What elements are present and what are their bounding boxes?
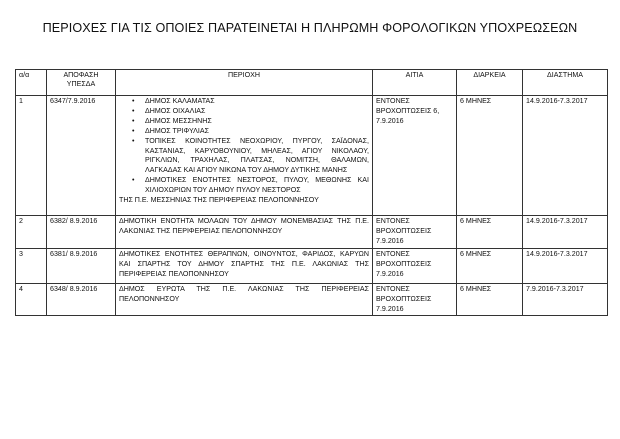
area-bullet-list: [119, 97, 369, 196]
cell-area: ΔΗΜΟΤΙΚΗ ΕΝΟΤΗΤΑ ΜΟΛΑΩΝ ΤΟΥ ΔΗΜΟΥ ΜΟΝΕΜΒΑΣΙΑΣ ΤΗΣ Π.Ε. ΛΑΚΩΝΙΑΣ ΤΗΣ ΠΕΡΙΦΕΡΕΙΑΣ ΠΕΛΟΠΟΝΝΗΣΟΥ: [116, 216, 373, 249]
header-cause: ΑΙΤΙΑ: [373, 70, 457, 96]
header-aa: α/α: [16, 70, 47, 96]
list-item: • ΤΟΠΙΚΕΣ ΚΟΙΝΟΤΗΤΕΣ ΝΕΟΧΩΡΙΟΥ, ΠΥΡΓΟΥ, ΣΑΪΔΟΝΑΣ, ΚΑΣΤΑΝΙΑΣ, ΚΑΡΥΟΒΟΥΝΙΟΥ, ΜΗΛΕΑΣ, ΑΓΙΟΥ ΝΙΚΟΛΑΟΥ, ΡΙΓΚΛΙΩΝ, ΤΡΑΧΗΛΑΣ, ΠΛΑΤΣΑΣ, ΝΟΜΙΤΣΗ, ΘΑΛΑΜΩΝ, ΛΑΓΚΑΔΑΣ ΚΑΙ ΑΓΙΟΥ ΝΙΚΩΝΑ ΤΟΥ ΔΗΜΟΥ ΔΥΤΙΚΗΣ ΜΑΝΗΣ: [145, 137, 369, 177]
area-tail-text: ΤΗΣ Π.Ε. ΜΕΣΣΗΝΙΑΣ ΤΗΣ ΠΕΡΙΦΕΡΕΙΑΣ ΠΕΛΟΠΟΝΝΗΣΟΥ: [119, 196, 319, 205]
cell-cause: ΕΝΤΟΝΕΣ ΒΡΟΧΟΠΤΩΣΕΙΣ 6, 7.9.2016: [373, 96, 457, 216]
cell-area: ΔΗΜΟΤΙΚΕΣ ΕΝΟΤΗΤΕΣ ΘΕΡΑΠΝΩΝ, ΟΙΝΟΥΝΤΟΣ, ΦΑΡΙΔΟΣ, ΚΑΡΥΩΝ ΚΑΙ ΣΠΑΡΤΗΣ ΤΟΥ ΔΗΜΟΥ ΣΠΑΡΤΗΣ ΤΗΣ Π.Ε. ΛΑΚΩΝΙΑΣ ΤΗΣ ΠΕΡΙΦΕΡΕΙΑΣ ΠΕΛΟΠΟΝΝΗΣΟΥ: [116, 248, 373, 283]
cell-period: 14.9.2016-7.3.2017: [523, 248, 608, 283]
cell-duration: 6 ΜΗΝΕΣ: [457, 96, 523, 216]
header-duration: ΔΙΑΡΚΕΙΑ: [457, 70, 523, 96]
cell-cause: ΕΝΤΟΝΕΣ ΒΡΟΧΟΠΤΩΣΕΙΣ 7.9.2016: [373, 283, 457, 316]
cell-decision: 6381/ 8.9.2016: [47, 248, 116, 283]
table-row: [16, 96, 608, 216]
cell-period: 7.9.2016-7.3.2017: [523, 283, 608, 316]
cell-aa: 2: [16, 216, 47, 249]
cell-duration: 6 ΜΗΝΕΣ: [457, 283, 523, 316]
table-row: [16, 248, 608, 283]
cell-area: ΔΗΜΟΣ ΕΥΡΩΤΑ ΤΗΣ Π.Ε. ΛΑΚΩΝΙΑΣ ΤΗΣ ΠΕΡΙΦΕΡΕΙΑΣ ΠΕΛΟΠΟΝΝΗΣΟΥ: [116, 283, 373, 316]
list-item: • ΔΗΜΟΣ ΤΡΙΦΥΛΙΑΣ: [145, 127, 369, 137]
cell-duration: 6 ΜΗΝΕΣ: [457, 216, 523, 249]
cell-period: 14.9.2016-7.3.2017: [523, 96, 608, 216]
cell-duration: 6 ΜΗΝΕΣ: [457, 248, 523, 283]
list-item: • ΔΗΜΟΣ ΜΕΣΣΗΝΗΣ: [145, 117, 369, 127]
table-row: [16, 283, 608, 316]
tax-extension-table: [15, 69, 608, 316]
cell-cause: ΕΝΤΟΝΕΣ ΒΡΟΧΟΠΤΩΣΕΙΣ 7.9.2016: [373, 216, 457, 249]
cell-decision: 6382/ 8.9.2016: [47, 216, 116, 249]
cell-aa: 3: [16, 248, 47, 283]
cell-aa: 1: [16, 96, 47, 216]
cell-period: 14.9.2016-7.3.2017: [523, 216, 608, 249]
cell-cause: ΕΝΤΟΝΕΣ ΒΡΟΧΟΠΤΩΣΕΙΣ 7.9.2016: [373, 248, 457, 283]
table-header-row: [16, 70, 608, 96]
document-title: ΠΕΡΙΟΧΕΣ ΓΙΑ ΤΙΣ ΟΠΟΙΕΣ ΠΑΡΑΤΕΙΝΕΤΑΙ Η ΠΛΗΡΩΜΗ ΦΟΡΟΛΟΓΙΚΩΝ ΥΠΟΧΡΕΩΣΕΩΝ: [42, 21, 578, 35]
cell-decision: 6347/7.9.2016: [47, 96, 116, 216]
header-period: ΔΙΑΣΤΗΜΑ: [523, 70, 608, 96]
table-row: [16, 216, 608, 249]
list-item: • ΔΗΜΟΣ ΟΙΧΑΛΙΑΣ: [145, 107, 369, 117]
cell-aa: 4: [16, 283, 47, 316]
header-decision: ΑΠΟΦΑΣΗ ΥΠΕΣΔΑ: [47, 70, 116, 96]
list-item: • ΔΗΜΟΤΙΚΕΣ ΕΝΟΤΗΤΕΣ ΝΕΣΤΟΡΟΣ, ΠΥΛΟΥ, ΜΕΘΩΝΗΣ ΚΑΙ ΧΙΛΙΟΧΩΡΙΩΝ ΤΟΥ ΔΗΜΟΥ ΠΥΛΟΥ ΝΕΣΤΟΡΟΣ: [145, 176, 369, 196]
cell-area: [116, 96, 373, 216]
header-area: ΠΕΡΙΟΧΗ: [116, 70, 373, 96]
cell-decision: 6348/ 8.9.2016: [47, 283, 116, 316]
list-item: • ΔΗΜΟΣ ΚΑΛΑΜΑΤΑΣ: [145, 97, 369, 107]
